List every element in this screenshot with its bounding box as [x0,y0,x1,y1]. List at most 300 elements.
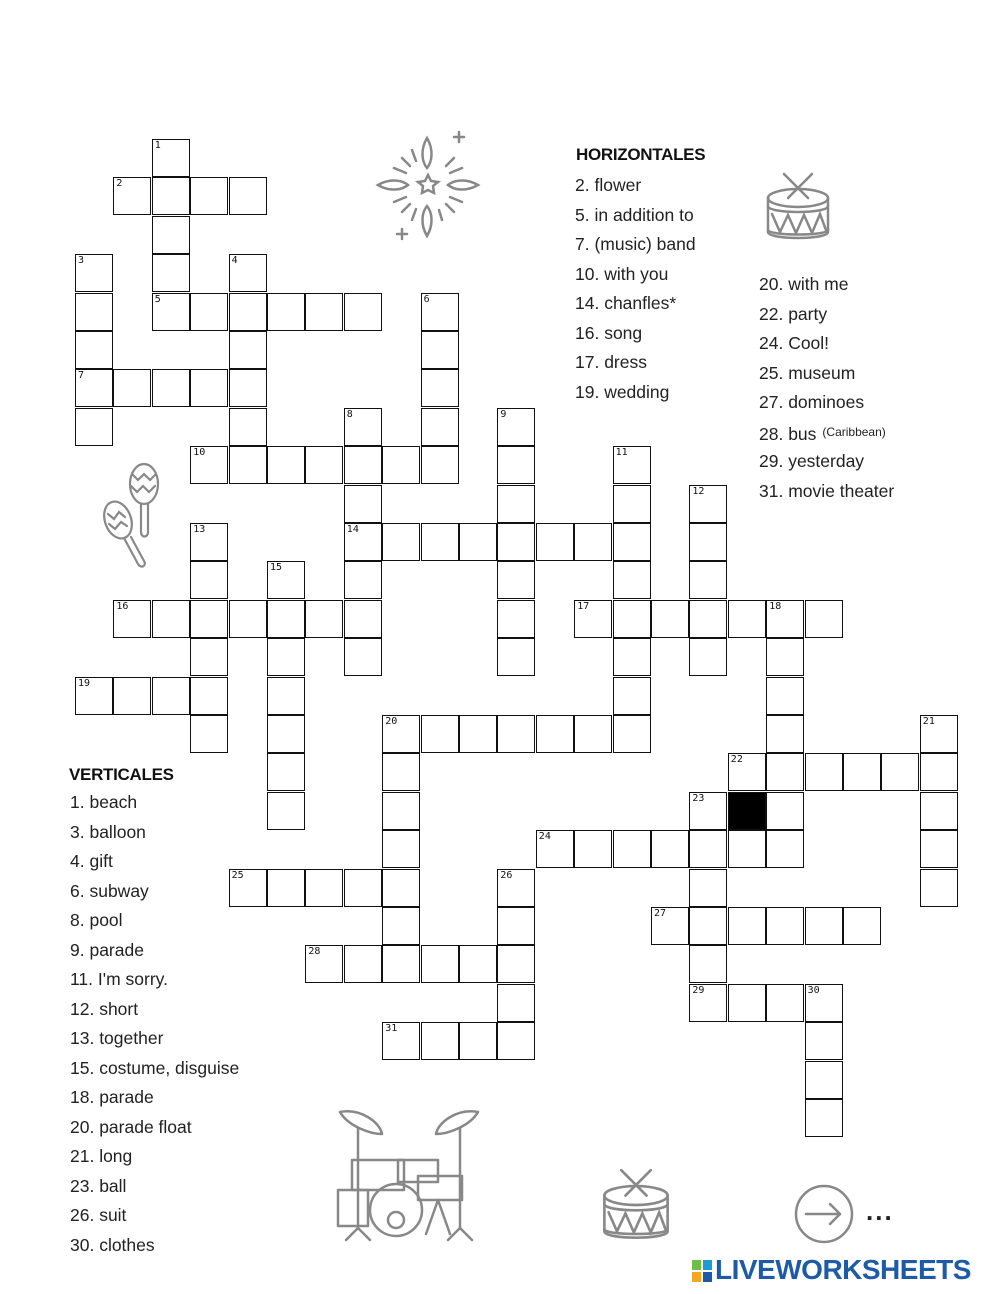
grid-cell[interactable] [152,677,190,715]
clue-number: 30. [70,1234,95,1255]
grid-cell[interactable] [536,715,574,753]
clue-item [575,174,696,204]
clue-item [70,1027,239,1057]
clue-text: wedding [599,381,670,402]
grid-cell[interactable] [766,907,804,945]
grid-cell[interactable] [421,369,459,407]
clue-text: bus [783,423,817,444]
clue-number: 17. [575,352,600,372]
grid-cell[interactable] [459,715,497,753]
grid-cell[interactable] [689,523,727,561]
clue-item [70,1204,239,1234]
vertical-heading: VERTICALES [69,765,174,784]
grid-cell[interactable] [497,1022,535,1060]
clue-item [759,450,894,480]
clue-text: parade [84,939,144,960]
cell-number: 26 [500,869,513,881]
clue-text: beach [84,792,138,812]
horizontal-heading: HORIZONTALES [576,145,706,164]
grid-cell[interactable] [229,293,267,331]
grid-cell[interactable] [267,869,305,907]
grid-cell[interactable] [728,984,766,1022]
cell-number: 5 [154,293,161,305]
clue-text: movie theater [783,480,895,501]
clue-number: 11. [70,969,94,989]
grid-cell[interactable] [689,600,727,638]
clue-text: dominoes [783,392,865,412]
clue-number: 10. [575,263,600,284]
grid-cell[interactable] [421,945,459,983]
maracas-icon [98,460,162,574]
cell-number: 13 [193,524,206,535]
grid-cell[interactable] [497,485,535,523]
clue-number: 25. [759,362,784,383]
grid-cell[interactable] [497,446,535,484]
grid-cell[interactable] [267,600,305,638]
grid-cell[interactable] [497,945,535,983]
liveworksheets-logo[interactable] [692,1254,971,1286]
grid-cell[interactable] [190,638,228,676]
cell-number: 29 [692,984,705,996]
clue-text: parade [94,1087,154,1107]
grid-cell[interactable] [728,600,766,638]
cell-number: 17 [577,600,590,612]
clue-item [70,1116,239,1146]
grid-cell[interactable] [382,446,420,484]
grid-cell[interactable] [190,177,228,215]
grid-cell[interactable] [344,638,382,676]
clue-number: 24. [759,333,784,353]
grid-cell[interactable] [229,600,267,638]
drum-icon [600,1166,672,1244]
grid-cell[interactable] [190,715,228,753]
grid-cell[interactable] [75,331,113,369]
clue-text: song [599,322,643,343]
grid-cell[interactable] [152,216,190,254]
grid-cell[interactable] [229,331,267,369]
grid-cell[interactable] [613,638,651,676]
grid-cell[interactable] [229,408,267,446]
clue-text: costume, disguise [94,1057,240,1078]
grid-cell[interactable] [267,753,305,791]
grid-cell[interactable] [689,561,727,599]
cell-number: 4 [231,255,238,267]
grid-cell[interactable] [574,715,612,753]
grid-cell[interactable] [152,293,190,331]
drum-kit-icon [330,1104,488,1244]
grid-cell[interactable] [267,561,305,599]
grid-cell[interactable] [766,715,804,753]
grid-cell[interactable] [728,753,766,791]
grid-cell[interactable] [497,523,535,561]
clue-number: 20. [759,274,784,294]
grid-cell[interactable] [382,523,420,561]
clue-item [575,381,696,411]
clue-text: yesterday [783,451,865,471]
grid-cell[interactable] [689,830,727,868]
grid-cell[interactable] [689,485,727,523]
black-cell [728,792,766,830]
clue-text: short [94,998,139,1019]
clue-text: party [783,303,828,324]
grid-cell[interactable] [497,715,535,753]
cell-number: 20 [385,716,398,727]
clue-item [759,362,894,392]
grid-cell[interactable] [229,254,267,292]
clue-number: 26. [70,1205,95,1225]
grid-cell[interactable] [382,830,420,868]
grid-cell[interactable] [152,369,190,407]
cell-number: 18 [769,600,782,612]
clue-text: with me [783,274,849,294]
clue-number: 18. [70,1087,95,1107]
grid-cell[interactable] [536,523,574,561]
cell-number: 2 [116,178,123,190]
clue-item [70,939,239,969]
clue-text: clothes [94,1234,155,1255]
clue-text: ball [94,1175,127,1196]
grid-cell[interactable] [920,715,958,753]
grid-cell[interactable] [113,677,151,715]
grid-cell[interactable] [613,600,651,638]
clue-number: 31. [759,480,784,501]
clue-text: pool [84,910,123,930]
clue-item [70,791,239,821]
grid-cell[interactable] [152,139,190,177]
grid-cell[interactable] [267,638,305,676]
clue-number: 5. [575,204,590,225]
grid-cell[interactable] [497,408,535,446]
grid-cell[interactable] [152,254,190,292]
grid-cell[interactable] [344,523,382,561]
clue-text: parade float [94,1116,192,1137]
grid-cell[interactable] [113,600,151,638]
cell-number: 3 [78,255,85,267]
grid-cell[interactable] [805,907,843,945]
clue-number: 13. [70,1028,95,1048]
cell-number: 21 [922,716,935,727]
grid-cell[interactable] [689,907,727,945]
grid-cell[interactable] [190,369,228,407]
grid-cell[interactable] [689,945,727,983]
clue-number: 16. [575,322,600,343]
grid-cell[interactable] [766,677,804,715]
grid-cell[interactable] [613,523,651,561]
grid-cell[interactable] [421,331,459,369]
grid-cell[interactable] [574,523,612,561]
grid-cell[interactable] [805,984,843,1022]
clue-item [759,303,894,333]
clue-number: 23. [70,1175,95,1196]
grid-cell[interactable] [497,600,535,638]
grid-cell[interactable] [344,600,382,638]
clue-number: 19. [575,381,600,402]
cell-number: 1 [154,140,161,151]
cell-number: 22 [730,754,743,766]
grid-cell[interactable] [113,369,151,407]
clue-item [70,880,239,910]
grid-cell[interactable] [459,945,497,983]
grid-cell[interactable] [651,600,689,638]
clue-item [759,480,894,510]
cell-number: 6 [423,293,430,305]
clue-text: I'm sorry. [93,969,168,989]
cell-number: 15 [270,562,283,574]
cell-number: 14 [346,524,359,535]
grid-cell[interactable] [536,830,574,868]
grid-cell[interactable] [613,715,651,753]
grid-cell[interactable] [766,792,804,830]
clue-text: flower [589,175,642,195]
clue-note: (Caribbean) [822,424,886,439]
clue-text: together [94,1028,164,1048]
grid-cell[interactable] [766,830,804,868]
grid-cell[interactable] [344,408,382,446]
drum-icon [764,170,832,244]
grid-cell[interactable] [421,1022,459,1060]
more-options-button[interactable]: ... [866,1196,894,1226]
grid-cell[interactable] [497,907,535,945]
grid-cell[interactable] [229,369,267,407]
grid-cell[interactable] [75,677,113,715]
grid-cell[interactable] [190,600,228,638]
cell-number: 8 [346,408,353,420]
grid-cell[interactable] [421,523,459,561]
clue-text: gift [84,851,113,871]
grid-cell[interactable] [574,600,612,638]
grid-cell[interactable] [190,677,228,715]
clue-number: 20. [70,1116,95,1137]
cell-number: 19 [78,677,91,689]
vertical-clues [70,791,239,1263]
clue-number: 1. [70,792,85,812]
clue-number: 12. [70,998,95,1019]
clue-text: subway [84,880,149,901]
clue-item [759,332,894,362]
grid-cell[interactable] [920,753,958,791]
grid-cell[interactable] [190,523,228,561]
grid-cell[interactable] [843,753,881,791]
clue-number: 6. [70,880,85,901]
grid-cell[interactable] [766,984,804,1022]
cell-number: 9 [500,408,507,420]
cell-number: 28 [308,946,321,958]
clue-item [70,1175,239,1205]
grid-cell[interactable] [421,408,459,446]
grid-cell[interactable] [805,600,843,638]
grid-cell[interactable] [229,446,267,484]
grid-cell[interactable] [497,638,535,676]
grid-cell[interactable] [75,408,113,446]
grid-cell[interactable] [574,830,612,868]
cell-number: 27 [654,908,667,919]
grid-cell[interactable] [305,446,343,484]
grid-cell[interactable] [344,561,382,599]
cell-number: 16 [116,600,129,612]
cell-number: 24 [538,831,551,843]
grid-cell[interactable] [267,446,305,484]
grid-cell[interactable] [689,792,727,830]
clue-text: museum [783,362,856,383]
grid-cell[interactable] [305,945,343,983]
grid-cell[interactable] [305,600,343,638]
clue-item [575,351,696,381]
clue-text: chanfles* [599,293,677,313]
horizontal-clues [575,174,696,410]
grid-cell[interactable] [689,638,727,676]
grid-cell[interactable] [651,830,689,868]
clue-number: 27. [759,392,784,412]
grid-cell[interactable] [75,293,113,331]
next-arrow-icon[interactable] [792,1182,856,1246]
cell-number: 31 [385,1023,398,1035]
clue-number: 14. [575,293,600,313]
grid-cell[interactable] [613,830,651,868]
clue-text: with you [599,263,669,284]
grid-cell[interactable] [382,869,420,907]
grid-cell[interactable] [344,485,382,523]
clue-item [575,233,696,263]
grid-cell[interactable] [75,369,113,407]
clue-text: suit [94,1205,127,1225]
grid-cell[interactable] [920,869,958,907]
grid-cell[interactable] [190,293,228,331]
grid-cell[interactable] [497,984,535,1022]
grid-cell[interactable] [382,907,420,945]
grid-cell[interactable] [920,830,958,868]
grid-cell[interactable] [421,293,459,331]
grid-cell[interactable] [459,1022,497,1060]
cell-number: 7 [78,370,85,382]
clue-number: 8. [70,910,85,930]
grid-cell[interactable] [152,600,190,638]
grid-cell[interactable] [689,984,727,1022]
grid-cell[interactable] [728,907,766,945]
brand-name: LIVEWORKSHEETS [715,1254,971,1285]
grid-cell[interactable] [728,830,766,868]
clue-text: dress [599,352,647,372]
grid-cell[interactable] [805,1022,843,1060]
clue-number: 15. [70,1057,95,1078]
grid-cell[interactable] [613,446,651,484]
clue-number: 7. [575,234,590,254]
clue-item [70,1086,239,1116]
clue-item [70,821,239,851]
grid-cell[interactable] [382,1022,420,1060]
grid-cell[interactable] [382,715,420,753]
clue-item [575,292,696,322]
grid-cell[interactable] [267,792,305,830]
clue-number: 29. [759,451,784,471]
grid-cell[interactable] [881,753,919,791]
clue-text: balloon [84,821,146,842]
grid-cell[interactable] [382,753,420,791]
grid-cell[interactable] [613,485,651,523]
grid-cell[interactable] [190,561,228,599]
clue-number: 21. [70,1146,95,1166]
cell-number: 25 [231,869,244,881]
grid-cell[interactable] [267,715,305,753]
clue-number: 9. [70,939,85,960]
grid-cell[interactable] [497,561,535,599]
grid-cell[interactable] [344,446,382,484]
grid-cell[interactable] [344,869,382,907]
grid-cell[interactable] [152,177,190,215]
grid-cell[interactable] [382,945,420,983]
clue-text: (music) band [589,234,696,254]
grid-cell[interactable] [613,677,651,715]
clue-item [759,391,894,421]
clue-text: long [94,1146,133,1166]
grid-cell[interactable] [190,446,228,484]
grid-cell[interactable] [305,293,343,331]
grid-cell[interactable] [305,869,343,907]
clue-item [759,421,894,451]
grid-cell[interactable] [920,792,958,830]
grid-cell[interactable] [651,907,689,945]
grid-cell[interactable] [267,293,305,331]
grid-cell[interactable] [75,254,113,292]
grid-cell[interactable] [497,869,535,907]
grid-cell[interactable] [766,638,804,676]
grid-cell[interactable] [344,945,382,983]
clue-text: Cool! [783,333,830,353]
horizontal-clues-col2 [759,273,894,509]
clue-item [70,1145,239,1175]
clue-item [575,322,696,352]
grid-cell[interactable] [689,869,727,907]
clue-item [575,263,696,293]
cell-number: 11 [615,447,628,459]
grid-cell[interactable] [382,792,420,830]
cell-number: 30 [807,984,820,996]
grid-cell[interactable] [344,293,382,331]
fireworks-icon [372,128,484,246]
grid-cell[interactable] [766,600,804,638]
clue-number: 4. [70,851,85,871]
grid-cell[interactable] [805,753,843,791]
clue-item [70,909,239,939]
grid-cell[interactable] [421,715,459,753]
clue-item [575,204,696,234]
grid-cell[interactable] [113,177,151,215]
clue-number: 28. [759,423,784,444]
grid-cell[interactable] [613,561,651,599]
grid-cell[interactable] [421,446,459,484]
clue-text: in addition to [589,204,694,225]
clue-item [70,968,239,998]
grid-cell[interactable] [843,907,881,945]
grid-cell[interactable] [805,1061,843,1099]
grid-cell[interactable] [805,1099,843,1137]
clue-item [759,273,894,303]
grid-cell[interactable] [459,523,497,561]
clue-item [70,998,239,1028]
clue-number: 22. [759,303,784,324]
grid-cell[interactable] [766,753,804,791]
clue-number: 2. [575,175,590,195]
clue-number: 3. [70,821,85,842]
clue-item [70,1057,239,1087]
clue-item [70,1234,239,1264]
clue-item [70,850,239,880]
live-badge-icon [692,1257,712,1279]
grid-cell[interactable] [267,677,305,715]
grid-cell[interactable] [229,177,267,215]
cell-number: 12 [692,485,705,497]
cell-number: 10 [193,447,206,459]
cell-number: 23 [692,792,705,804]
